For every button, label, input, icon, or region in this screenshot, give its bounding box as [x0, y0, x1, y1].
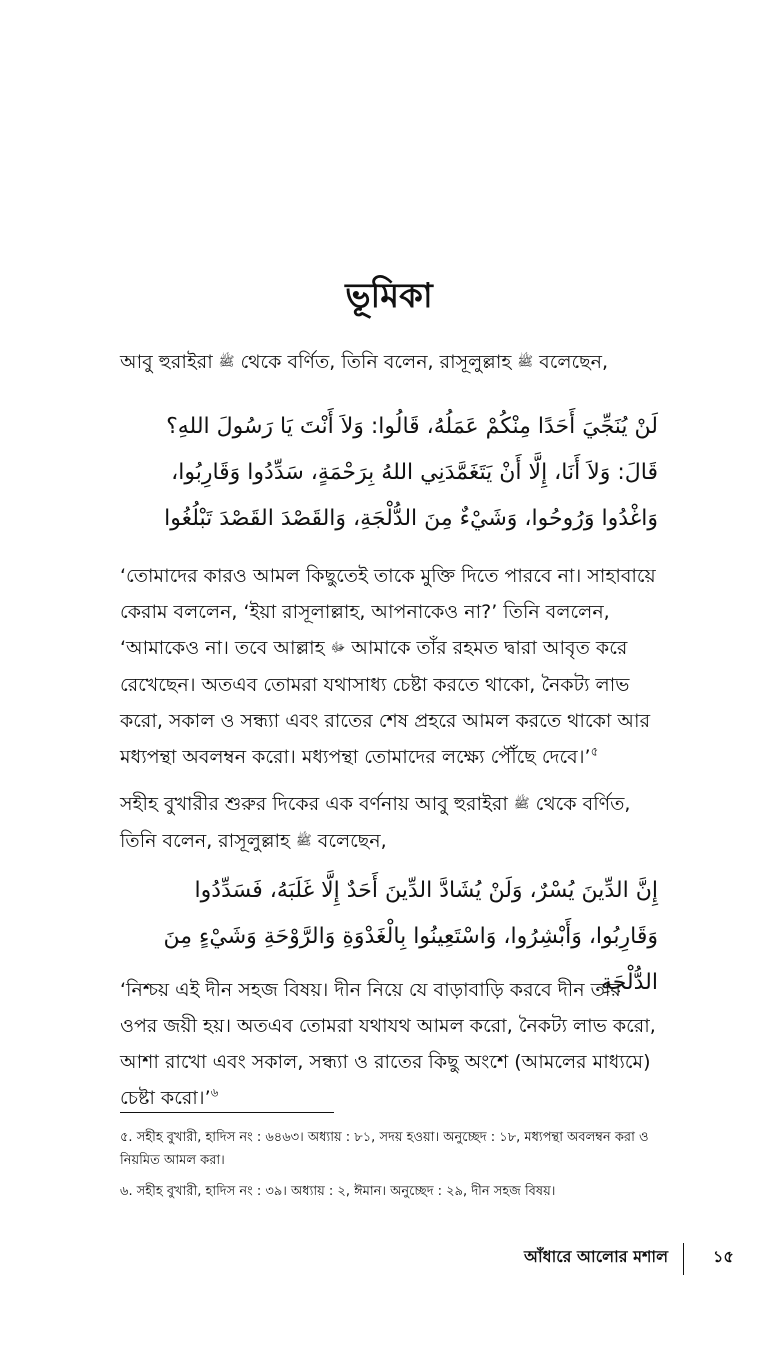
intro-1-text-middle: থেকে বর্ণিত, তিনি বলেন, রাসূলুল্লাহ — [234, 351, 518, 373]
intro-2-text-middle: থেকে বর্ণিত, তিনি বলেন, রাসূলুল্লাহ — [120, 793, 631, 852]
honorific-glyph: ﷺ — [296, 833, 312, 848]
intro-1-text-after: বলেছেন, — [533, 351, 609, 373]
honorific-glyph: ﷻ — [330, 640, 346, 656]
intro-1-text-before: আবু হুরাইরা — [120, 351, 219, 373]
footer-separator — [683, 1243, 684, 1275]
footnote-ref-5[interactable]: ৫ — [590, 744, 599, 759]
intro-paragraph-1 — [120, 344, 658, 381]
honorific-glyph: ﷺ — [218, 354, 235, 370]
footnote-divider — [120, 1112, 334, 1113]
intro-paragraph-2 — [120, 786, 658, 859]
intro-2-text-before: সহীহ বুখারীর শুরুর দিকের এক বর্ণনায় আবু হুরাইরা — [120, 793, 514, 815]
translation-1-text-a: ‘তোমাদের কারও আমল কিছুতেই তাকে মুক্তি দিতে পারবে না। সাহাবায়ে কেরাম বললেন, ‘ইয়া রাসূলাল্লাহ, আপনাকেও না?’ তিনি বললেন, ‘আমাকেও না। তবে আল্লাহ — [120, 565, 656, 659]
running-footer-book-title: আঁধারে আলোর মশাল — [523, 1247, 668, 1266]
footnote-6: ৬. সহীহ বুখারী, হাদিস নং : ৩৯। অধ্যায় : ২, ঈমান। অনুচ্ছেদ : ২৯, দীন সহজ বিষয়। — [120, 1184, 556, 1199]
page-title: ভূমিকা — [345, 275, 433, 316]
page-number: ১৫ — [713, 1247, 734, 1266]
honorific-glyph: ﷺ — [517, 354, 534, 370]
translation-1-text-b: আমাকে তাঁর রহমত দ্বারা আবৃত করে রেখেছেন। অতএব তোমরা যথাসাধ্য চেষ্টা করতে থাকো, নৈকট্য লাভ করো, সকাল ও সন্ধ্যা এবং রাতের শেষ প্রহরে আমল করতে থাকো আর মধ্যপন্থা অবলম্বন করো। মধ্যপন্থা তোমাদের লক্ষ্যে পৌঁছে দেবে।’ — [120, 637, 651, 768]
translation-2-text: ‘নিশ্চয় এই দীন সহজ বিষয়। দীন নিয়ে যে বাড়াবাড়ি করবে দীন তার ওপর জয়ী হয়। অতএব তোমরা যথাযথ আমল করো, নৈকট্য লাভ করো, আশা রাখো এবং সকাল, সন্ধ্যা ও রাতের কিছু অংশে (আমলের মাধ্যমে) চেষ্টা করো।’ — [120, 979, 656, 1109]
intro-2-text-after: বলেছেন, — [311, 829, 387, 852]
translation-paragraph-1 — [120, 558, 658, 775]
arabic-hadith-2: إِنَّ الدِّينَ يُسْرٌ، وَلَنْ يُشَادَّ الدِّينَ أَحَدٌ إِلَّا غَلَبَهُ، فَسَدِّدُوا وَقَارِبُوا، وَأَبْشِرُوا، وَاسْتَعِينُوا بِالْغَدْوَةِ وَالرَّوْحَةِ وَشَيْءٍ مِنَ الدُّلْجَةِ — [163, 878, 658, 995]
honorific-glyph: ﷺ — [513, 796, 530, 812]
footnote-ref-6[interactable]: ৬ — [210, 1085, 219, 1100]
arabic-hadith-1: لَنْ يُنَجِّيَ أَحَدًا مِنْكُمْ عَمَلُهُ، قَالُوا: وَلاَ أَنْتَ يَا رَسُولَ اللهِ؟ قَالَ: وَلاَ أَنَا، إِلَّا أَنْ يَتَغَمَّدَنِي اللهُ بِرَحْمَةٍ، سَدِّدُوا وَقَارِبُوا، وَاغْدُوا وَرُوحُوا، وَشَيْءٌ مِنَ الدُّلْجَةِ، وَالقَصْدَ القَصْدَ تَبْلُغُوا — [164, 414, 658, 531]
footnote-5: ৫. সহীহ বুখারী, হাদিস নং : ৬৪৬৩। অধ্যায় : ৮১, সদয় হওয়া। অনুচ্ছেদ : ১৮, মধ্যপন্থা অবলম্বন করা ও নিয়মিত আমল করা। — [120, 1130, 649, 1168]
translation-paragraph-2 — [120, 972, 658, 1116]
